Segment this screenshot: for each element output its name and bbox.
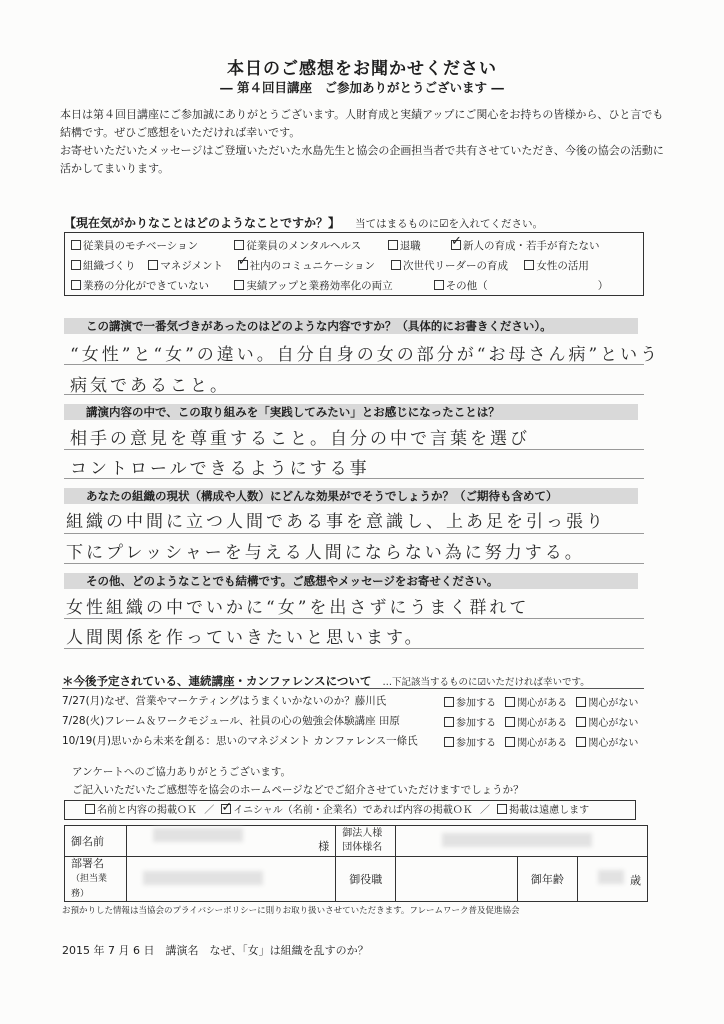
- checkbox[interactable]: [388, 240, 398, 250]
- lecture-text: 7/27(月)なぜ、営業やマーケティングはうまくいかないのか？藤川氏: [62, 695, 387, 707]
- option-label: 参加する: [456, 718, 496, 729]
- lecture-options: [444, 694, 638, 709]
- concern-label: マネジメント: [160, 260, 224, 272]
- corp-label: 御法人様 団体様名: [336, 826, 396, 857]
- redacted-text: [442, 833, 592, 847]
- concerns-row-2: [71, 258, 589, 273]
- checkbox[interactable]: [148, 260, 158, 270]
- divider: [64, 563, 644, 564]
- concern-item[interactable]: [71, 238, 231, 253]
- checkbox-checked[interactable]: [451, 240, 461, 250]
- concern-label: 女性の活用: [536, 260, 589, 272]
- checkbox[interactable]: [497, 804, 507, 814]
- option-label: 参加する: [456, 698, 496, 709]
- publish-option-label: 名前と内容の掲載ＯＫ: [97, 805, 197, 816]
- concern-item[interactable]: [391, 258, 521, 273]
- answer-1-line-2: 病気であること。: [70, 376, 230, 396]
- checkbox[interactable]: [576, 717, 586, 727]
- answer-2-line-1: 相手の意見を尊重すること。自分の中で言葉を選び: [70, 429, 530, 449]
- upcoming-note: …下記該当するものに☑いただければ幸いです。: [382, 677, 590, 688]
- publish-question: ご記入いただいたご感想等を協会のホームページなどでご紹介させていただけますでしょうか？: [72, 784, 524, 796]
- concern-label: 実績アップと業務効率化の両立: [246, 280, 393, 292]
- name-field[interactable]: [126, 826, 335, 857]
- intro-paragraph-2: お寄せいただいたメッセージはご登壇いただいた水島先生と協会の企画担当者で共有させていただき、今後の協会の活動に活かしてまいります。: [60, 144, 664, 175]
- dept-sub-text: （担当業務）: [71, 874, 108, 899]
- role-label: 御役職: [336, 857, 396, 902]
- checkbox[interactable]: [576, 697, 586, 707]
- lecture-item: [62, 733, 418, 748]
- concern-item[interactable]: [71, 258, 145, 273]
- concerns-note: 当てはまるものに☑を入れてください。: [355, 218, 544, 230]
- option-label: 関心がない: [588, 698, 639, 709]
- divider: [64, 478, 644, 479]
- concern-item[interactable]: [234, 238, 384, 253]
- concerns-row-3: [71, 278, 608, 293]
- concern-label: 組織づくり: [83, 260, 136, 272]
- checkbox[interactable]: [434, 280, 444, 290]
- concerns-checkbox-group: [64, 232, 644, 296]
- lecture-item: [62, 693, 386, 708]
- checkbox[interactable]: [444, 737, 454, 747]
- sama-suffix: 様: [318, 840, 330, 853]
- option-label: 関心がない: [588, 718, 639, 729]
- concern-label: 新人の育成・若手が育たない: [463, 240, 600, 252]
- option-label: 関心がある: [517, 718, 568, 729]
- publish-option-label: 掲載は遠慮します: [509, 805, 590, 816]
- form-row-2: [65, 857, 648, 902]
- checkbox[interactable]: [71, 280, 81, 290]
- question-2: 講演内容の中で、この取り組みを「実践してみたい」とお感じになったことは？: [64, 404, 638, 420]
- concerns-heading: 【現在気がかりなことはどのようなことですか？】: [64, 216, 341, 230]
- age-label: 御年齢: [518, 857, 577, 902]
- age-unit: 歳: [630, 874, 641, 887]
- publish-option-label: イニシャル（名前・企業名）であれば内容の掲載ＯＫ: [233, 805, 473, 816]
- upcoming-header: [62, 670, 590, 689]
- dept-label: [65, 857, 127, 902]
- lecture-info: 2015 年 7 月 6 日 講演名 なぜ、「女」は組織を乱すのか？: [62, 944, 369, 957]
- lecture-options: [444, 734, 638, 749]
- intro-paragraph-1: 本日は第４回目講座にご参加誠にありがとうございます。人財育成と実績アップにご関心をお持ちの皆様から、ひと言でも結構です。ぜひご感想をいただければ幸いです。: [60, 108, 664, 139]
- age-field[interactable]: [577, 857, 647, 902]
- option-label: 参加する: [456, 738, 496, 749]
- concern-item[interactable]: [388, 238, 448, 253]
- concern-item[interactable]: [148, 258, 234, 273]
- dept-field[interactable]: [126, 857, 335, 902]
- concern-label: 従業員のメンタルヘルス: [246, 240, 362, 252]
- concerns-row-1: [71, 238, 600, 253]
- option-label: 関心がない: [588, 738, 639, 749]
- checkbox[interactable]: [576, 737, 586, 747]
- form-row-1: [65, 826, 648, 857]
- checkbox[interactable]: [71, 240, 81, 250]
- answer-3-line-2: 下にプレッシャーを与える人間にならない為に努力する。: [66, 543, 585, 563]
- redacted-text: [143, 871, 263, 885]
- divider: [64, 449, 644, 450]
- checkbox[interactable]: [391, 260, 401, 270]
- concern-item[interactable]: [238, 258, 388, 273]
- answer-4-line-1: 女性組織の中でいかに“女”を出さずにうまく群れて: [66, 598, 530, 618]
- checkbox[interactable]: [71, 260, 81, 270]
- question-4: その他、どのようなことでも結構です。ご感想やメッセージをお寄せください。: [64, 573, 638, 589]
- question-1: この講演で一番気づきがあったのはどのような内容ですか？（具体的にお書きください）。: [64, 318, 638, 334]
- option-label: 関心がある: [517, 698, 568, 709]
- checkbox[interactable]: [524, 260, 534, 270]
- answer-3-line-1: 組織の中間に立つ人間である事を意識し、上あ足を引っ張り: [66, 512, 606, 532]
- question-3: あなたの組織の現状（構成や人数）にどんな効果がでそうでしょうか？（ご期待も含めて）: [64, 488, 638, 504]
- name-label: 御名前: [65, 826, 127, 857]
- separator: ／: [204, 805, 215, 816]
- redacted-text: [598, 870, 624, 884]
- intro-text: [60, 106, 670, 178]
- concern-label: 従業員のモチベーション: [83, 240, 199, 252]
- thanks-text: アンケートへのご協力ありがとうございます。: [72, 766, 292, 778]
- concern-label: 社内のコミュニケーション: [249, 260, 376, 272]
- answer-1-line-1: “女性”と“女”の違い。自分自身の女の部分が“お母さん病”という: [70, 345, 661, 365]
- concern-item[interactable]: [434, 280, 609, 292]
- concern-label: その他（: [445, 280, 488, 292]
- concern-label: 業務の分化ができていない: [83, 280, 209, 292]
- checkbox[interactable]: [234, 280, 244, 290]
- checkbox[interactable]: [85, 804, 95, 814]
- answer-2-line-2: コントロールできるようにする事: [70, 459, 370, 479]
- page-subtitle: ― 第４回目講座 ご参加ありがとうございます ―: [220, 80, 504, 95]
- lecture-options: [444, 714, 638, 729]
- concern-label: 退職: [399, 240, 421, 252]
- checkbox[interactable]: [444, 717, 454, 727]
- checkbox[interactable]: [444, 697, 454, 707]
- redacted-text: [153, 828, 243, 842]
- publish-options: [64, 800, 636, 820]
- checkbox[interactable]: [505, 737, 515, 747]
- concern-item[interactable]: [524, 260, 589, 272]
- checkbox[interactable]: [234, 240, 244, 250]
- concerns-header: [64, 212, 543, 231]
- divider: [64, 648, 644, 649]
- corp-field[interactable]: [396, 826, 648, 857]
- checkbox-checked[interactable]: [238, 260, 248, 270]
- separator: ／: [479, 805, 490, 816]
- divider: [62, 688, 644, 689]
- concern-label: 次世代リーダーの育成: [403, 260, 509, 272]
- contact-form: [64, 825, 648, 902]
- other-close: ）: [597, 280, 609, 292]
- divider: [64, 533, 644, 534]
- lecture-item: [62, 713, 400, 728]
- concern-item[interactable]: [234, 278, 430, 293]
- answer-4-line-2: 人間関係を作っていきたいと思います。: [66, 628, 425, 648]
- divider: [64, 618, 644, 619]
- lecture-text: 10/19(月)思いから未来を創る：思いのマネジメント カンファレンス一條氏: [62, 735, 418, 747]
- dept-label-text: 部署名: [71, 857, 104, 870]
- divider: [64, 394, 644, 395]
- lecture-text: 7/28(火)フレーム＆ワークモジュール、社員の心の勉強会体験講座 田原: [62, 715, 400, 727]
- divider: [64, 364, 644, 365]
- upcoming-heading: ＊今後予定されている、連続講座・カンファレンスについて: [62, 674, 372, 688]
- checkbox[interactable]: [505, 697, 515, 707]
- concern-item[interactable]: [71, 278, 231, 293]
- checkbox-checked[interactable]: [221, 804, 231, 814]
- concern-item[interactable]: [451, 240, 600, 252]
- privacy-note: お預かりした情報は当協会のプライバシーポリシーに則りお取り扱いさせていただきます。フレームワーク普及促進協会: [62, 906, 520, 916]
- role-field[interactable]: [396, 857, 518, 902]
- option-label: 関心がある: [517, 738, 568, 749]
- page-title: 本日のご感想をお聞かせください: [227, 59, 497, 79]
- checkbox[interactable]: [505, 717, 515, 727]
